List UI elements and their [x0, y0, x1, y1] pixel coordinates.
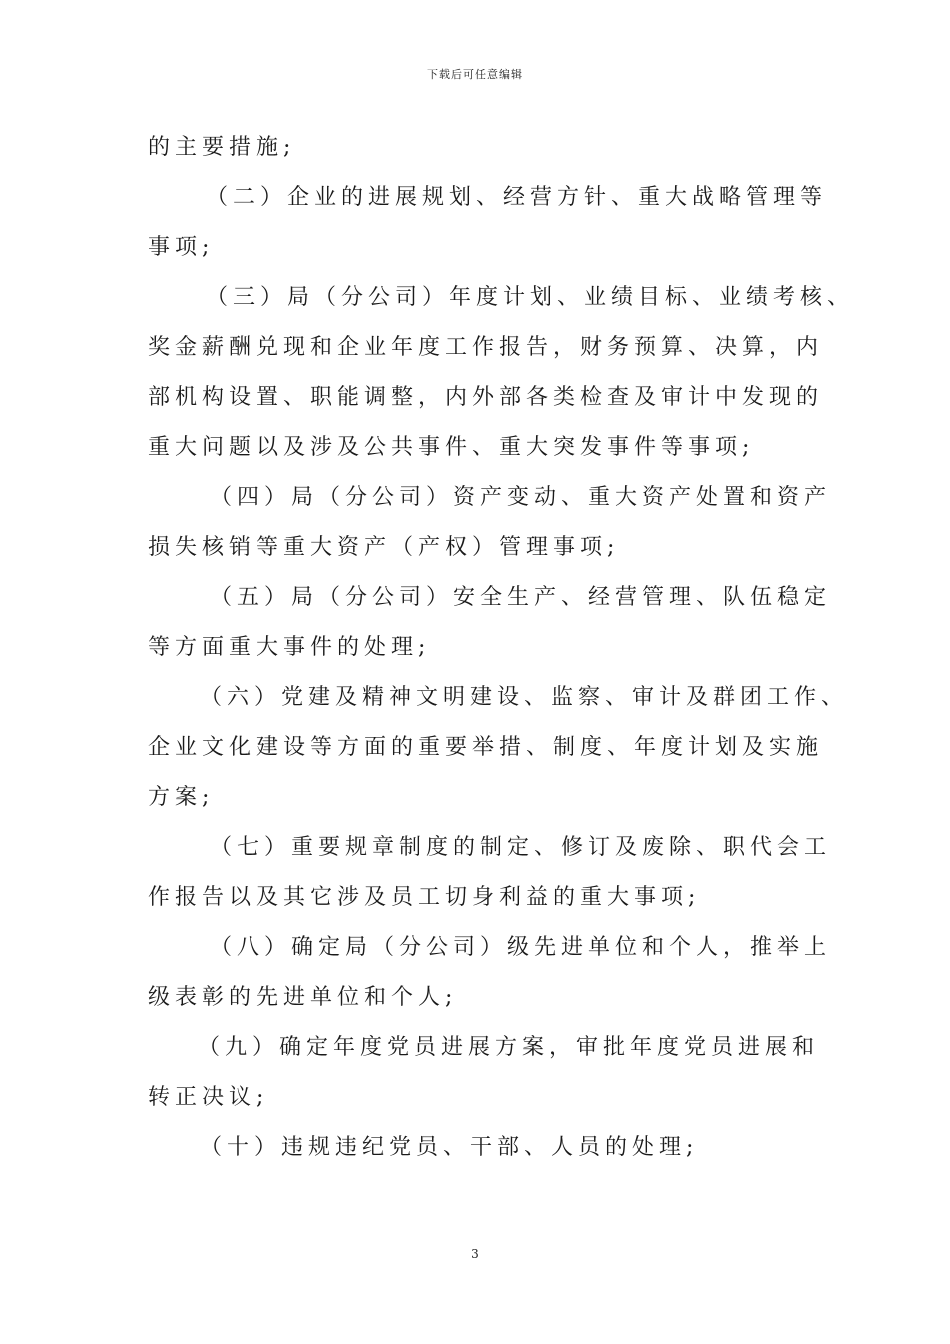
body-line: 重大问题以及涉及公共事件、重大突发事件等事项;: [148, 435, 755, 460]
body-line: 级表彰的先进单位和个人;: [148, 985, 458, 1010]
body-line: 的主要措施;: [148, 135, 296, 160]
body-line: 方案;: [148, 785, 215, 810]
body-line: 企业文化建设等方面的重要举措、制度、年度计划及实施: [148, 735, 824, 760]
body-line: 等方面重大事件的处理;: [148, 635, 431, 660]
body-line: （四）局（分公司）资产变动、重大资产处置和资产: [210, 485, 832, 510]
body-line: （八）确定局（分公司）级先进单位和个人，推举上: [210, 935, 832, 960]
body-line: 作报告以及其它涉及员工切身利益的重大事项;: [148, 885, 701, 910]
document-body: [148, 128, 855, 1178]
body-line: 奖金薪酬兑现和企业年度工作报告，财务预算、决算，内: [148, 335, 824, 360]
body-line: 损失核销等重大资产（产权）管理事项;: [148, 535, 620, 560]
page-header: 下载后可任意编辑: [427, 68, 523, 81]
body-line: 事项;: [148, 235, 215, 260]
body-line: （五）局（分公司）安全生产、经营管理、队伍稳定: [210, 585, 832, 610]
body-line: （六）党建及精神文明建设、监察、审计及群团工作、: [200, 685, 849, 710]
body-line: 部机构设置、职能调整，内外部各类检查及审计中发现的: [148, 385, 824, 410]
body-line: （十）违规违纪党员、干部、人员的处理;: [200, 1135, 699, 1160]
page-number: 3: [471, 1247, 479, 1261]
body-line: （七）重要规章制度的制定、修订及废除、职代会工: [210, 835, 832, 860]
body-line: （九）确定年度党员进展方案，审批年度党员进展和: [198, 1035, 820, 1060]
body-line: （三）局（分公司）年度计划、业绩目标、业绩考核、: [206, 285, 855, 310]
body-line: （二）企业的进展规划、经营方针、重大战略管理等: [206, 185, 828, 210]
body-line: 转正决议;: [148, 1085, 269, 1110]
